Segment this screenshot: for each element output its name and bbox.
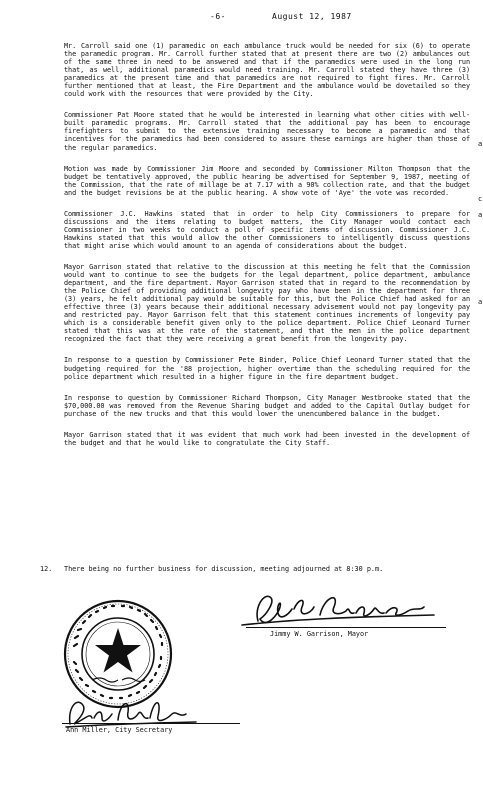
- paragraph-paramedic-staffing: Mr. Carroll said one (1) paramedic on each ambulance truck would be needed for six (6) to operate the paramedic program. Mr. Carroll further stated that at present there are two (2) ambulances out of the same three in need to be answered and that if the paramedics were used in the long run that, as well, additional paramedics would need training. Mr. Carroll stated they have three (3) paramedics at the present time and that paramedics are not required to fight fires. Mr. Carroll further mentioned that at least, the Fire Department and the ambulance would be dovetailed so they could work with the resources that were provided by the City.: [64, 42, 470, 99]
- paragraph-police-overtime: In response to a question by Commissioner Pete Binder, Police Chief Leonard Turner stated that the budgeting required for the '88 projection, higher overtime than the scheduling required for the police department which resulted in a higher figure in the fire department budget.: [64, 356, 470, 381]
- minutes-body: [64, 42, 470, 460]
- secretary-signature-line: [62, 723, 240, 724]
- secretary-signature-image: [62, 694, 202, 730]
- margin-mark: a: [478, 211, 483, 219]
- paragraph-revenue-sharing: In response to question by Commissioner Richard Thompson, City Manager Westbrooke stated that the $70,000.00 was removed from the Revenue Sharing budget and added to the Capital Outlay budget for purchase of the new trucks and that this would lower the unencumbered balance in the budget.: [64, 393, 470, 418]
- paragraph-staff-congratulations: Mayor Garrison stated that it was evident that much work had been invested in the development of the budget and that he would like to congratulate the City Staff.: [64, 430, 470, 447]
- page-header: [0, 12, 483, 24]
- adjournment-text: There being no further business for discussion, meeting adjourned at 8:30 p.m.: [64, 565, 384, 573]
- mayor-signature-line: [246, 627, 446, 628]
- margin-mark: c: [478, 195, 483, 203]
- secretary-name-caption: Ann Miller, City Secretary: [66, 726, 173, 734]
- item-number: 12.: [40, 565, 53, 573]
- paragraph-budget-poll: Commissioner J.C. Hawkins stated that in order to help City Commissioners to prepare for discussions and the items relating to budget matters, the City Manager would contact each Commissioner in two weeks to conduct a poll of specific items of discussion. Commissioner J.C. Hawkins stated that this would allow the other Commissioners to intelligently discuss questions that might arise which would amount to an agenda of considerations about the budget.: [64, 209, 470, 250]
- header-date: August 12, 1987: [272, 12, 352, 21]
- page-number: -6-: [210, 12, 226, 21]
- mayor-name-caption: Jimmy W. Garrison, Mayor: [270, 630, 369, 638]
- margin-mark: a: [478, 140, 483, 148]
- paragraph-longevity-pay: Mayor Garrison stated that relative to the discussion at this meeting he felt that the Commission would want to continue to see the budgets for the legal department, police department, ambulance department, and the fire department. Mayor Garrison stated that in regard to the recommendation by the Police Chief of providing additional longevity pay who have been in the department for three (3) years, he felt additional pay would be suitable for this, but the Police Chief had asked for an effective three (3) years because their additional necessary advisement would not pay longevity pay and restricted pay. Mayor Garrison felt that this statement continues increments of longevity pay which is a considerable benefit given only to the police department. Police Chief Leonard Turner stated that this was at the rate of the statement, and that the men in the police department recognized the fact that they were receiving a great benefit from the longevity pay.: [64, 262, 470, 344]
- paragraph-budget-motion: Motion was made by Commissioner Jim Moore and seconded by Commissioner Milton Thompson that the budget be tentatively approved, the public hearing be advertised for September 9, 1987, meeting of the Commission, that the rate of millage be at 7.17 with a 90% collection rate, and that the budget and the budget revisions be at the public hearing. A show vote of 'Aye' the vote was recorded.: [64, 164, 470, 197]
- adjournment-item: [40, 565, 383, 573]
- margin-mark: a: [478, 298, 483, 306]
- paragraph-paramedic-pay: Commissioner Pat Moore stated that he would be interested in learning what other cities with well-built paramedic programs. Mr. Carroll stated that the additional pay has been to encourage firefighters to submit to the extensive training necessary to become a paramedic and that incentives for the paramedics had been considered to assure these earnings are higher than those of the regular paramedics.: [64, 111, 470, 152]
